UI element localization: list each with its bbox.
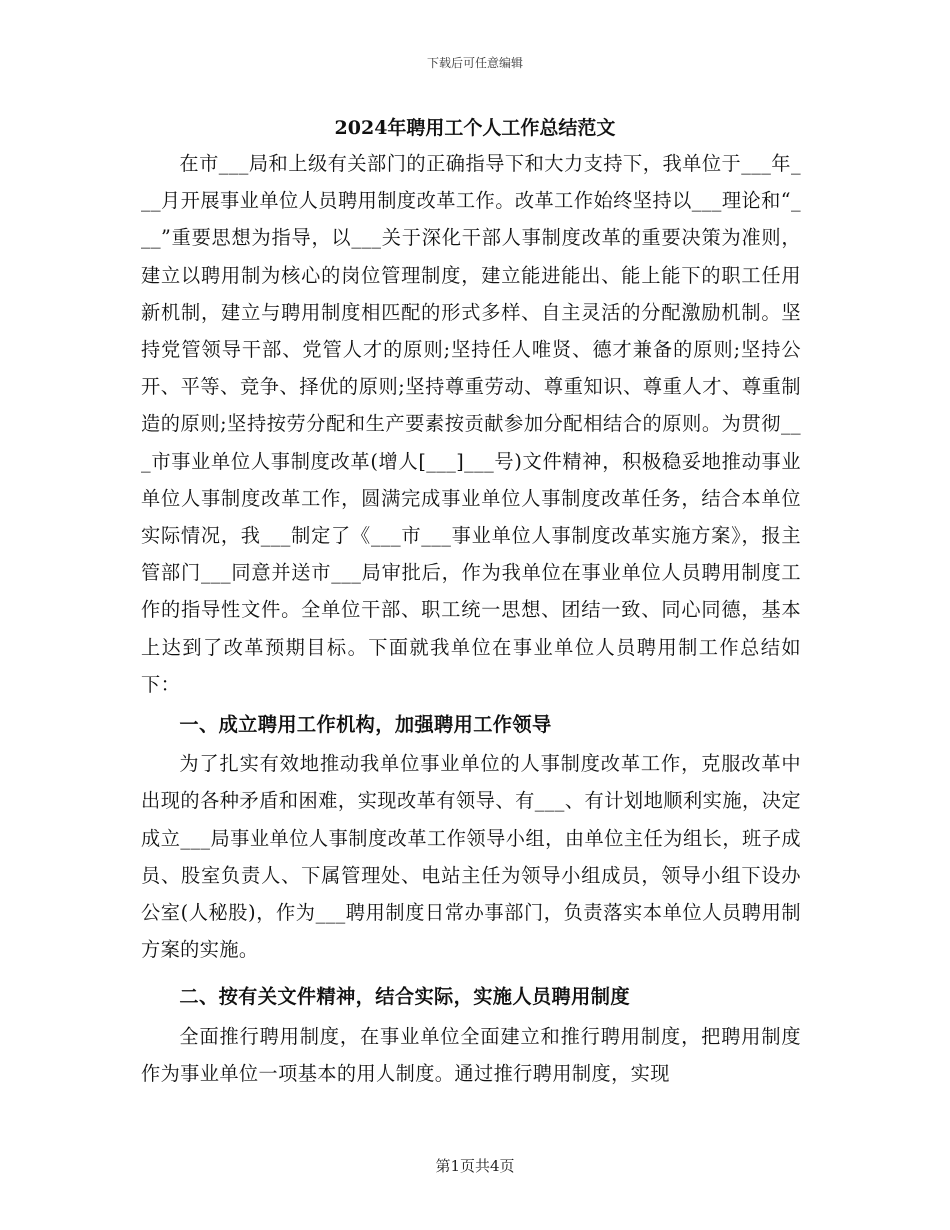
page-number: 第1页共4页 — [435, 1157, 515, 1175]
section-paragraph-2: 全面推行聘用制度，在事业单位全面建立和推行聘用制度，把聘用制度作为事业单位一项基本的用人制度。通过推行聘用制度，实现 — [141, 1024, 801, 1085]
section-paragraph-1: 为了扎实有效地推动我单位事业单位的人事制度改革工作，克服改革中出现的各种矛盾和困难，实现改革有领导、有___、有计划地顺利实施，决定成立___局事业单位人事制度改革工作领导小组，由单位主任为组长，班子成员、股室负责人、下属管理处、电站主任为领导小组成员，领导小组下设办公室(人秘股)，作为___聘用制度日常办事部门，负责落实本单位人员聘用制方案的实施。 — [141, 752, 801, 962]
header-note: 下载后可任意编辑 — [426, 56, 523, 70]
document-body — [141, 145, 801, 1092]
document-title: 2024年聘用工个人工作总结范文 — [334, 117, 616, 139]
section-heading-2: 二、按有关文件精神，结合实际，实施人员聘用制度 — [179, 985, 630, 1009]
intro-paragraph: 在市___局和上级有关部门的正确指导下和大力支持下，我单位于___年___月开展事业单位人员聘用制度改革工作。改革工作始终坚持以___理论和“___”重要思想为指导，以___关于深化干部人事制度改革的重要决策为准则，建立以聘用制为核心的岗位管理制度，建立能进能出、能上能下的职工任用新机制，建立与聘用制度相匹配的形式多样、自主灵活的分配激励机制。坚持党管领导干部、党管人才的原则;坚持任人唯贤、德才兼备的原则;坚持公开、平等、竞争、择优的原则;坚持尊重劳动、尊重知识、尊重人才、尊重制造的原则;坚持按劳分配和生产要素按贡献参加分配相结合的原则。为贯彻___市事业单位人事制度改革(增人[___]___号)文件精神，积极稳妥地推动事业单位人事制度改革工作，圆满完成事业单位人事制度改革任务，结合本单位实际情况，我___制定了《___市___事业单位人事制度改革实施方案》，报主管部门___同意并送市___局审批后，作为我单位在事业单位人员聘用制度工作的指导性文件。全单位干部、职工统一思想、团结一致、同心同德，基本上达到了改革预期目标。下面就我单位在事业单位人员聘用制工作总结如下： — [141, 152, 801, 696]
section-heading-1: 一、成立聘用工作机构，加强聘用工作领导 — [179, 713, 552, 737]
